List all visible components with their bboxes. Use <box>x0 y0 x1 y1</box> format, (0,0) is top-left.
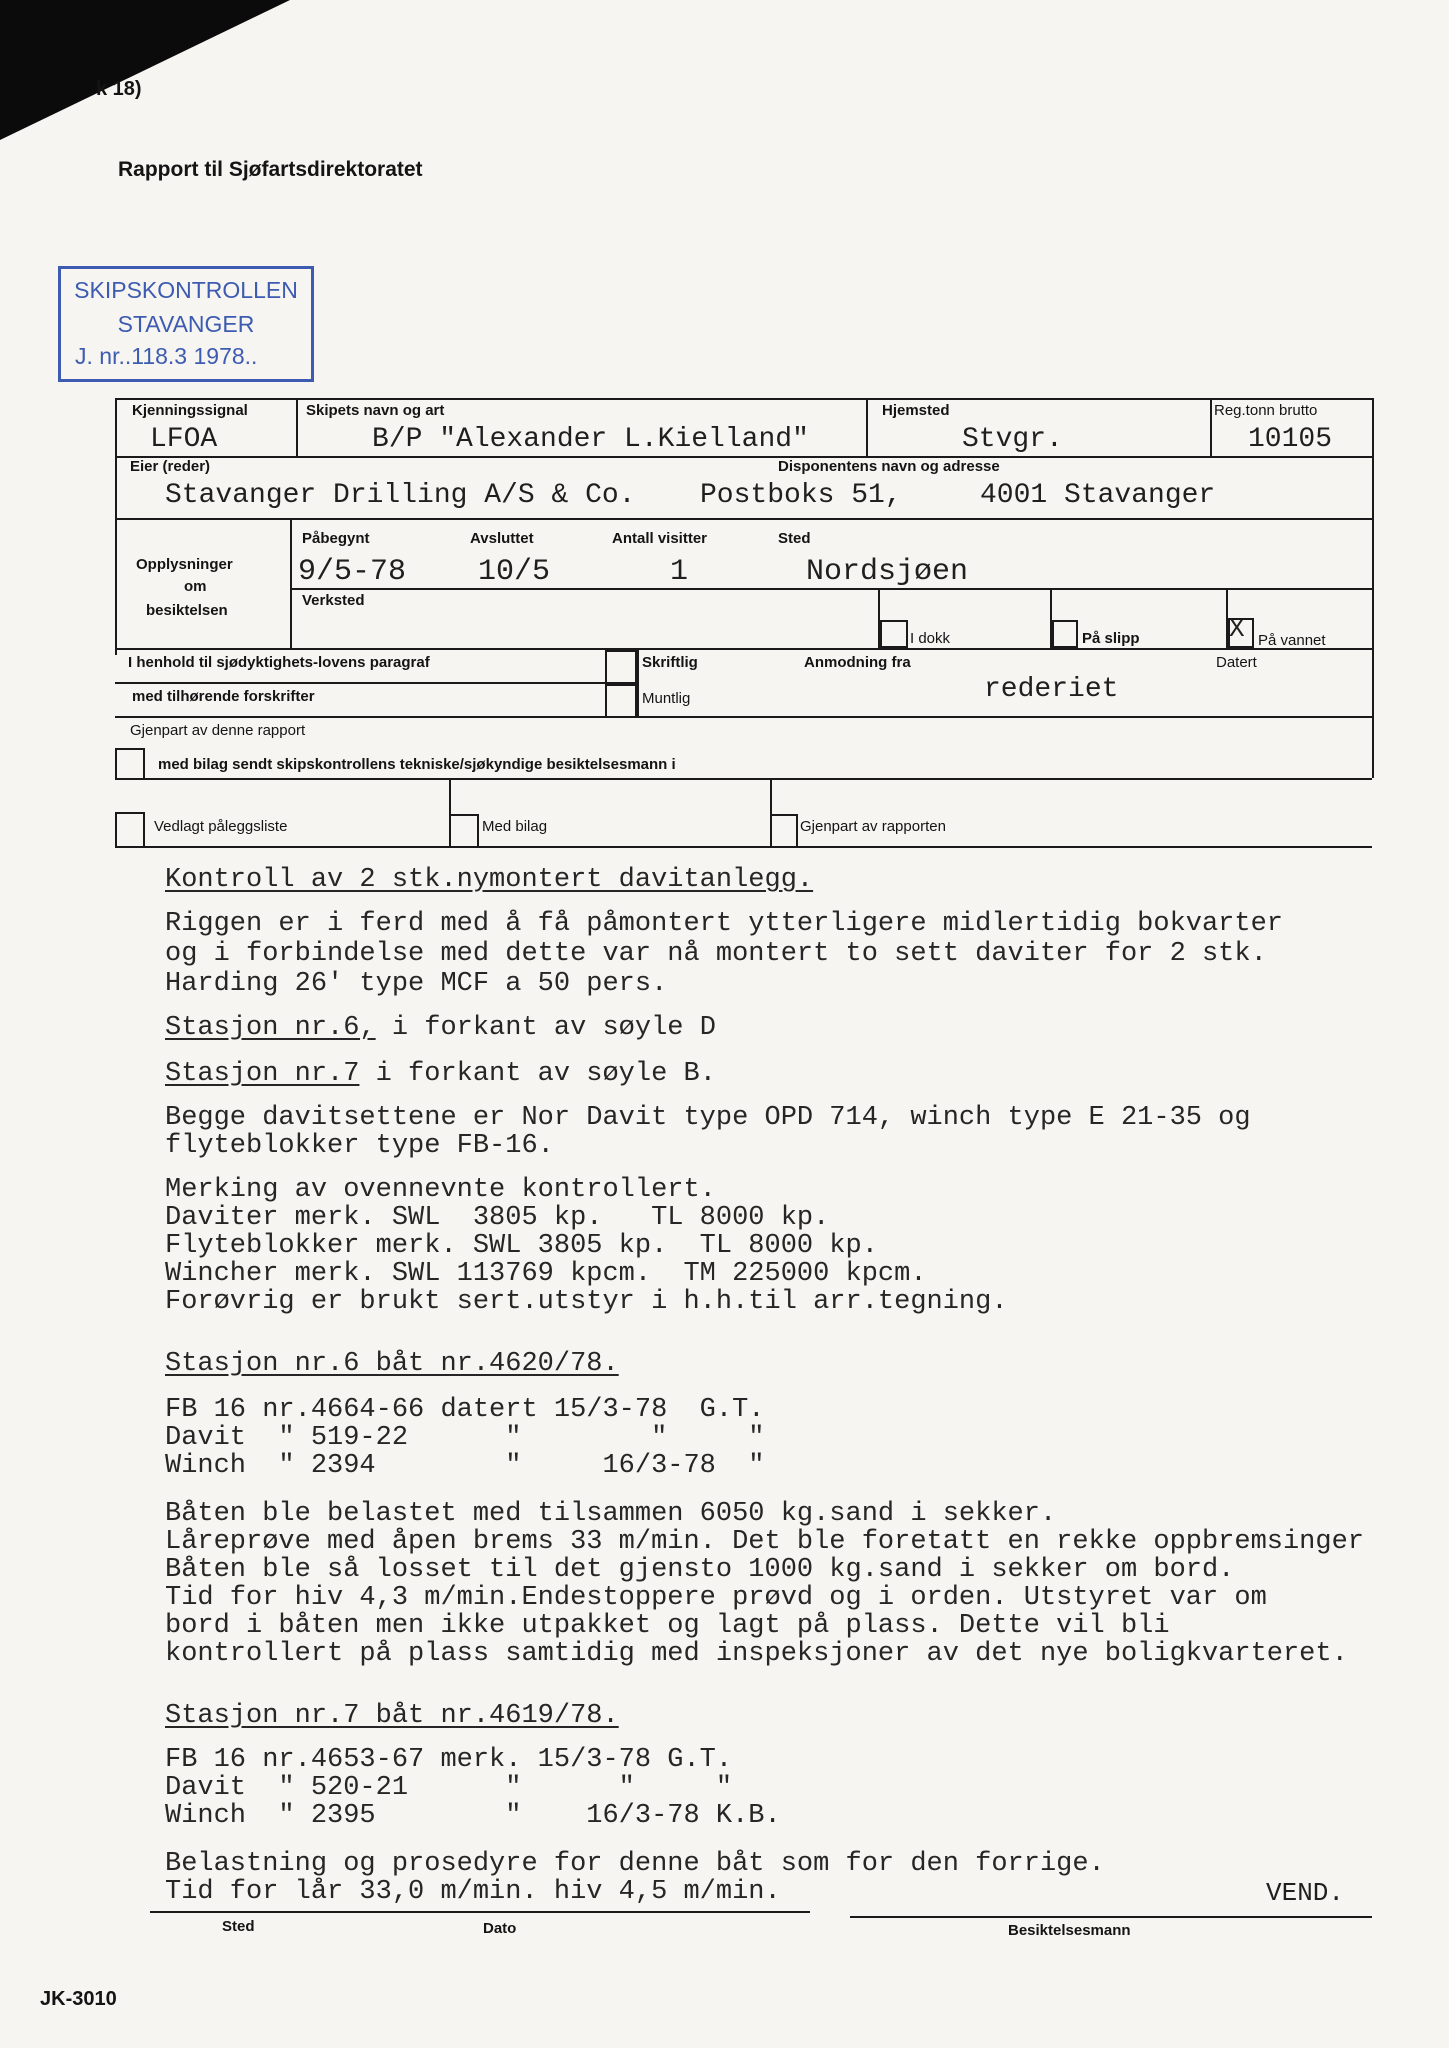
attachments-label: med bilag sendt skipskontrollens tekniske/sjøkyndige besiktelsesmann i <box>158 756 676 773</box>
signature-rule-left <box>150 1911 810 1913</box>
begun-value: 9/5-78 <box>298 555 407 589</box>
boat7-heading: Stasjon nr.7 båt nr.4619/78. <box>165 1701 619 1731</box>
document-title: Rapport til Sjøfartsdirektoratet <box>118 158 423 181</box>
begun-label: Påbegynt <box>302 530 370 547</box>
scan-corner-shadow <box>0 0 290 140</box>
oral-label: Muntlig <box>642 690 691 707</box>
survey-section-label-2: om <box>184 578 207 595</box>
boat7-line-3: Winch " 2395 " 16/3-78 K.B. <box>165 1801 781 1831</box>
station6-line <box>165 1014 716 1043</box>
written-checkbox[interactable] <box>605 650 637 684</box>
slip-label: På slipp <box>1082 630 1140 647</box>
rule <box>115 456 1372 458</box>
address-value: Postboks 51, <box>700 480 902 511</box>
test-line-6: kontrollert på plass samtidig med inspeksjoner av det nye boligkvarteret. <box>165 1639 1348 1669</box>
closing-line-2: Tid for lår 33,0 m/min. hiv 4,5 m/min. <box>165 1877 781 1907</box>
rule <box>290 518 292 648</box>
ended-label: Avsluttet <box>470 530 534 547</box>
tonnage-label: Reg.tonn brutto <box>1214 402 1318 419</box>
city-value: 4001 Stavanger <box>980 480 1216 511</box>
ship-name-label: Skipets navn og art <box>306 402 445 419</box>
written-label: Skriftlig <box>642 654 698 671</box>
rule <box>115 778 1372 780</box>
dock-checkbox[interactable] <box>880 620 908 650</box>
rule <box>1210 398 1212 456</box>
ended-value: 10/5 <box>478 555 551 589</box>
dock-label: I dokk <box>910 630 951 647</box>
test-line-1: Båten ble belastet med tilsammen 6050 kg.sand i sekker. <box>165 1499 1057 1529</box>
station6-location: i forkant av søyle D <box>375 1013 716 1043</box>
place-value: Nordsjøen <box>806 555 969 589</box>
stamp-line-2: STAVANGER <box>117 311 255 337</box>
tonnage-value: 10105 <box>1248 424 1333 455</box>
rule <box>115 846 1372 848</box>
intro-line-1: Riggen er i ferd med å få påmontert ytterligere midlertidig bokvarter <box>165 909 1283 939</box>
rule <box>115 648 1372 650</box>
rule <box>115 682 607 684</box>
marking-line-2: Daviter merk. SWL 3805 kp. TL 8000 kp. <box>165 1203 830 1233</box>
receipt-stamp <box>58 266 314 382</box>
station7-location: i forkant av søyle B. <box>359 1059 716 1089</box>
rule <box>866 398 868 456</box>
form-code: JK-3010 <box>40 1988 117 2010</box>
attachments-checkbox[interactable] <box>115 748 145 780</box>
footer-date-label: Dato <box>483 1920 517 1937</box>
disponent-label: Disponentens navn og adresse <box>778 458 1000 475</box>
footer-place-label: Sted <box>222 1918 255 1935</box>
intro-line-3: Harding 26' type MCF a 50 pers. <box>165 969 668 999</box>
marking-line-5: Forøvrig er brukt sert.utstyr i h.h.til arr.tegning. <box>165 1287 1008 1317</box>
water-label: På vannet <box>1258 632 1326 649</box>
boat6-line-2: Davit " 519-22 " " " <box>165 1423 765 1453</box>
station7-line <box>165 1060 716 1089</box>
law-label-2: med tilhørende forskrifter <box>132 688 315 705</box>
owner-value: Stavanger Drilling A/S & Co. <box>165 480 636 511</box>
law-label-1: I henhold til sjødyktighets-lovens paragraf <box>128 654 430 671</box>
signature-rule-right <box>850 1916 1372 1918</box>
vend-note: VEND. <box>1266 1878 1345 1908</box>
test-line-3: Båten ble så losset til det gjensto 1000 kg.sand i sekker om bord. <box>165 1555 1235 1585</box>
with-attachment-checkbox[interactable] <box>449 814 479 848</box>
place-label: Sted <box>778 530 811 547</box>
orders-checkbox[interactable] <box>115 812 145 848</box>
rule <box>115 398 1372 400</box>
water-checkbox-mark: X <box>1229 614 1245 644</box>
survey-section-label-3: besiktelsen <box>146 602 228 619</box>
test-line-4: Tid for hiv 4,3 m/min.Endestoppere prøvd og i orden. Utstyret var om <box>165 1583 1267 1613</box>
signal-value: LFOA <box>150 424 218 455</box>
copy-of-report-label: Gjenpart av rapporten <box>800 818 946 835</box>
dated-label: Datert <box>1216 654 1257 671</box>
request-from-value: rederiet <box>984 674 1119 705</box>
boat6-line-3: Winch " 2394 " 16/3-78 " <box>165 1451 765 1481</box>
rule <box>296 398 298 456</box>
footer-surveyor-label: Besiktelsesmann <box>1008 1922 1131 1939</box>
boat7-line-2: Davit " 520-21 " " " <box>165 1773 733 1803</box>
test-line-5: bord i båten men ikke utpakket og lagt på plass. Dette vil bli <box>165 1611 1170 1641</box>
rule <box>115 518 1372 520</box>
copy-of-report-checkbox[interactable] <box>770 814 798 848</box>
slip-checkbox[interactable] <box>1052 620 1078 650</box>
test-line-2: Låreprøve med åpen brems 33 m/min. Det ble foretatt en rekke oppbremsinger <box>165 1527 1364 1557</box>
owner-label: Eier (reder) <box>130 458 211 475</box>
types-line-2: flyteblokker type FB-16. <box>165 1131 554 1161</box>
rule <box>637 648 639 716</box>
survey-section-label-1: Opplysninger <box>136 556 233 573</box>
oral-checkbox[interactable] <box>605 684 637 718</box>
rule <box>115 398 117 655</box>
station7-title: Stasjon nr.7 <box>165 1059 360 1089</box>
corner-label: k 18) <box>96 78 142 100</box>
marking-line-4: Wincher merk. SWL 113769 kpcm. TM 225000 kpcm. <box>165 1259 927 1289</box>
boat6-line-1: FB 16 nr.4664-66 datert 15/3-78 G.T. <box>165 1395 765 1425</box>
copy-label: Gjenpart av denne rapport <box>130 722 306 739</box>
visits-label: Antall visitter <box>612 530 708 547</box>
rule <box>115 716 1372 718</box>
station6-title: Stasjon nr.6, <box>165 1013 376 1043</box>
marking-line-3: Flyteblokker merk. SWL 3805 kp. TL 8000 kp. <box>165 1231 878 1261</box>
workshop-label: Verksted <box>302 592 365 609</box>
stamp-line-1: SKIPSKONTROLLEN <box>74 277 298 303</box>
home-port-label: Hjemsted <box>882 402 950 419</box>
report-heading: Kontroll av 2 stk.nymontert davitanlegg. <box>165 865 814 895</box>
visits-value: 1 <box>670 555 689 589</box>
boat7-line-1: FB 16 nr.4653-67 merk. 15/3-78 G.T. <box>165 1745 733 1775</box>
rule <box>1372 398 1374 778</box>
types-line-1: Begge davitsettene er Nor Davit type OPD 714, winch type E 21-35 og <box>165 1103 1251 1133</box>
signal-label: Kjenningssignal <box>132 402 248 419</box>
with-attachment-label: Med bilag <box>482 818 548 835</box>
request-from-label: Anmodning fra <box>804 654 911 671</box>
marking-line-1: Merking av ovennevnte kontrollert. <box>165 1175 716 1205</box>
home-port-value: Stvgr. <box>962 424 1063 455</box>
orders-label: Vedlagt påleggsliste <box>154 818 288 835</box>
stamp-line-3: J. nr..118.3 1978.. <box>75 343 258 369</box>
boat6-heading: Stasjon nr.6 båt nr.4620/78. <box>165 1349 619 1379</box>
closing-line-1: Belastning og prosedyre for denne båt som for den forrige. <box>165 1849 1105 1879</box>
ship-name-value: B/P "Alexander L.Kielland" <box>372 424 809 455</box>
intro-line-2: og i forbindelse med dette var nå montert to sett daviter for 2 stk. <box>165 939 1267 969</box>
